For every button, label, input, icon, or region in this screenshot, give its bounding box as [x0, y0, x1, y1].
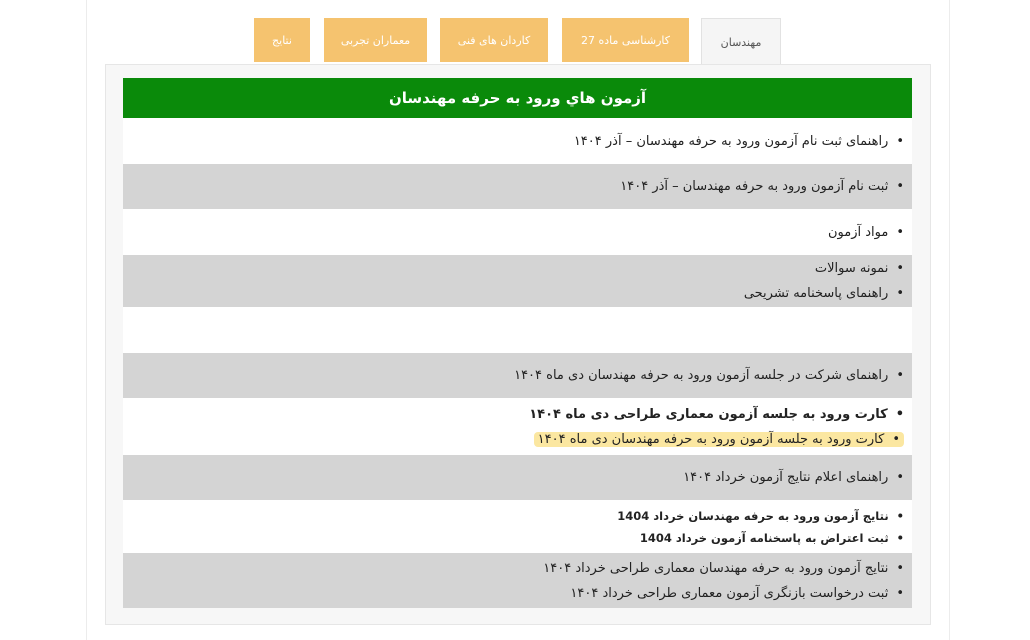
- tab-bar: [0, 18, 1030, 64]
- list-row-entry-cards: [123, 398, 912, 455]
- link-sample-questions[interactable]: •نمونه سوالات: [123, 256, 904, 281]
- bullet: •: [896, 508, 904, 523]
- bullet: •: [896, 368, 904, 383]
- link-exam-subjects[interactable]: •مواد آزمون: [123, 220, 904, 245]
- link-entry-card-engineers[interactable]: [123, 427, 904, 452]
- tab-engineers[interactable]: مهندسان: [701, 18, 781, 65]
- list-row-empty: [123, 307, 912, 353]
- list-row-results-guide: [123, 455, 912, 500]
- exam-list: [123, 78, 912, 608]
- bullet: •: [895, 406, 904, 422]
- section-title: [123, 78, 912, 118]
- list-row-samples: [123, 255, 912, 307]
- link-engineer-results[interactable]: •نتایج آزمون ورود به حرفه مهندسان خرداد 1404: [123, 505, 904, 527]
- list-row-architecture-results: [123, 553, 912, 608]
- link-answer-sheet-objection[interactable]: •ثبت اعتراض به پاسخنامه آزمون خرداد 1404: [123, 527, 904, 549]
- link-entry-card-architecture[interactable]: •کارت ورود به جلسه آزمون معماری طراحی دی ماه ۱۴۰۴: [123, 402, 904, 427]
- tab-article-27-expert[interactable]: کارشناسی ماده 27: [562, 18, 689, 62]
- link-results-guide[interactable]: •راهنمای اعلام نتایج آزمون خرداد ۱۴۰۴: [123, 465, 904, 490]
- list-row-results: [123, 500, 912, 553]
- link-architecture-results[interactable]: •نتایج آزمون ورود به حرفه مهندسان معماری طراحی خرداد ۱۴۰۴: [123, 556, 904, 581]
- bullet: •: [896, 560, 904, 576]
- link-answer-sheet-guide[interactable]: •راهنمای پاسخنامه تشریحی: [123, 281, 904, 306]
- bullet: •: [896, 530, 904, 545]
- list-row-registration-guide: [123, 118, 912, 164]
- tab-technicians[interactable]: کاردان های فنی: [440, 18, 548, 62]
- bullet: •: [896, 133, 904, 149]
- list-row-session-guide: [123, 353, 912, 398]
- tab-results[interactable]: نتایج: [254, 18, 310, 62]
- highlighted-text: •کارت ورود به جلسه آزمون ورود به حرفه مهندسان دی ماه ۱۴۰۴: [534, 432, 904, 447]
- link-session-guide[interactable]: •راهنمای شرکت در جلسه آزمون ورود به حرفه مهندسان دی ماه ۱۴۰۴: [123, 363, 904, 388]
- list-row-registration: [123, 164, 912, 209]
- bullet: •: [896, 585, 904, 601]
- link-registration-guide[interactable]: •راهنمای ثبت نام آزمون ورود به حرفه مهندسان – آذر ۱۴۰۴: [123, 129, 904, 154]
- bullet: •: [896, 224, 904, 240]
- section-title-text: آزمون هاي ورود به حرفه مهندسان: [388, 89, 647, 107]
- link-registration[interactable]: •ثبت نام آزمون ورود به حرفه مهندسان – آذر ۱۴۰۴: [123, 174, 904, 199]
- tab-experimental-architects[interactable]: معماران تجربی: [324, 18, 427, 62]
- bullet: •: [896, 286, 904, 301]
- bullet: •: [896, 179, 904, 194]
- list-row-exam-subjects: [123, 209, 912, 255]
- bullet: •: [896, 261, 904, 276]
- bullet: •: [892, 431, 900, 447]
- bullet: •: [896, 470, 904, 485]
- link-review-request[interactable]: •ثبت درخواست بازنگری آزمون معماری طراحی خرداد ۱۴۰۴: [123, 581, 904, 606]
